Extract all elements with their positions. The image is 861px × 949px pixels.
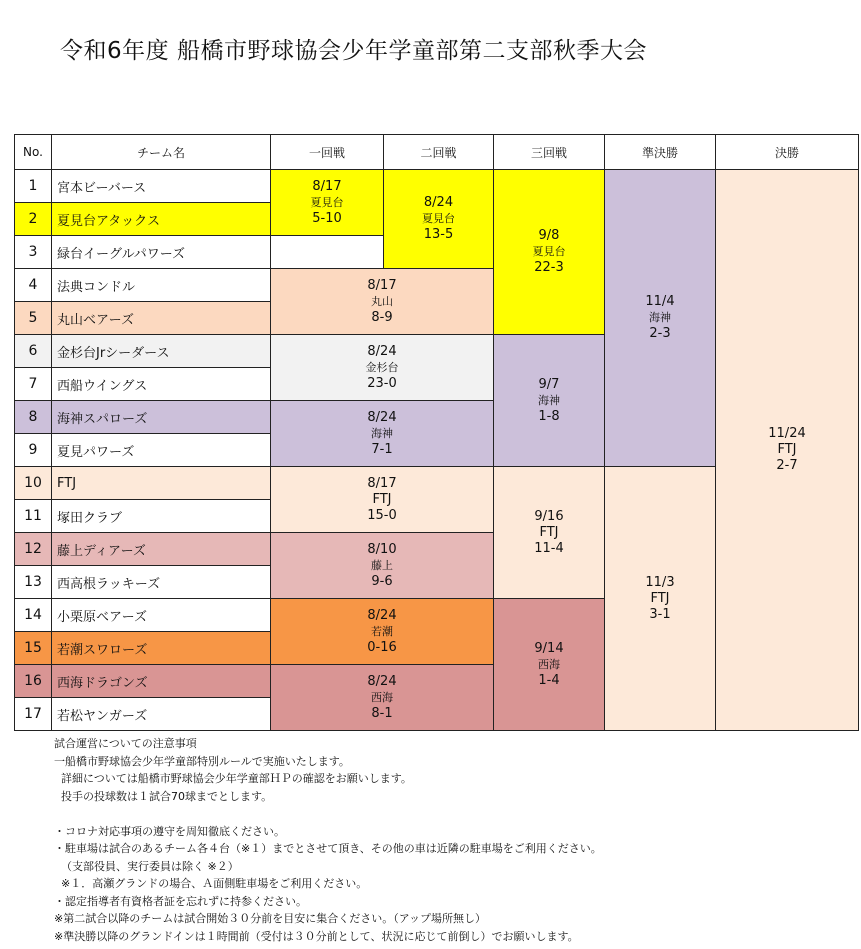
match-score: 13-5 bbox=[423, 227, 454, 242]
empty-cell bbox=[271, 236, 384, 269]
match-r1-a bbox=[271, 170, 384, 236]
team-number: 7 bbox=[15, 368, 52, 401]
note-line: （支部役員、実行委員は除く ※２） bbox=[54, 859, 239, 873]
team-number: 6 bbox=[15, 335, 52, 368]
team-name: 緑台イーグルパワーズ bbox=[52, 236, 271, 269]
match-date: 8/17 bbox=[312, 178, 342, 194]
team-name: 藤上ディアーズ bbox=[52, 533, 271, 566]
match-score: 22-3 bbox=[534, 260, 564, 275]
match-r2-f bbox=[271, 533, 494, 599]
team-number: 1 bbox=[15, 170, 52, 203]
match-r2-g bbox=[271, 599, 494, 665]
team-number: 15 bbox=[15, 632, 52, 665]
match-r2-a bbox=[384, 170, 494, 269]
note-spacer bbox=[54, 805, 602, 823]
team-name: 西高根ラッキーズ bbox=[52, 566, 271, 599]
match-date: 11/3 bbox=[645, 574, 675, 590]
match-score: 9-6 bbox=[371, 573, 393, 589]
match-date: 8/24 bbox=[367, 673, 397, 689]
match-semifinal-a bbox=[605, 170, 716, 467]
match-score: 15-0 bbox=[367, 507, 397, 523]
match-date: 8/17 bbox=[367, 277, 397, 293]
match-winner: FTJ bbox=[777, 442, 797, 457]
match-score: 1-4 bbox=[538, 672, 560, 688]
notes-section bbox=[54, 735, 602, 945]
match-date: 9/16 bbox=[534, 508, 564, 524]
match-winner: 海神 bbox=[538, 393, 560, 407]
header-round2: 二回戦 bbox=[384, 135, 494, 170]
tournament-bracket bbox=[14, 134, 859, 731]
match-winner: 海神 bbox=[371, 426, 393, 440]
match-r2-d bbox=[271, 401, 494, 467]
team-name: 小栗原ベアーズ bbox=[52, 599, 271, 632]
match-semifinal-b bbox=[605, 467, 716, 731]
match-winner: 西海 bbox=[371, 690, 393, 704]
match-winner: 夏見台 bbox=[310, 195, 344, 209]
match-date: 8/24 bbox=[423, 195, 454, 210]
team-number: 13 bbox=[15, 566, 52, 599]
match-date: 8/24 bbox=[367, 409, 397, 425]
match-score: 3-1 bbox=[649, 606, 671, 622]
team-number: 9 bbox=[15, 434, 52, 467]
match-date: 8/24 bbox=[367, 607, 397, 623]
match-r3-a bbox=[494, 170, 605, 335]
match-score: 7-1 bbox=[371, 441, 393, 457]
header-row bbox=[15, 135, 859, 170]
match-winner: FTJ bbox=[650, 590, 670, 606]
header-round3: 三回戦 bbox=[494, 135, 605, 170]
match-r2-c bbox=[271, 335, 494, 401]
match-score: 2-7 bbox=[776, 458, 798, 473]
team-name: FTJ bbox=[52, 467, 271, 500]
match-r2-h bbox=[271, 665, 494, 731]
match-r2-e bbox=[271, 467, 494, 533]
team-number: 4 bbox=[15, 269, 52, 302]
match-score: 2-3 bbox=[649, 326, 671, 341]
match-r2-b bbox=[271, 269, 494, 335]
match-winner: 夏見台 bbox=[422, 212, 455, 225]
match-date: 8/10 bbox=[367, 541, 397, 557]
header-team: チーム名 bbox=[52, 135, 271, 170]
match-date: 9/7 bbox=[538, 376, 560, 392]
team-name: 夏見台アタックス bbox=[52, 203, 271, 236]
team-name: 宮本ビーバース bbox=[52, 170, 271, 203]
team-number: 11 bbox=[15, 500, 52, 533]
note-line: ・駐車場は試合のあるチーム各４台（※１）までとさせて頂き、その他の車は近隣の駐車場をご利用ください。 bbox=[54, 842, 602, 855]
note-line: ※準決勝以降のグランドインは１時間前（受付は３０分前として、状況に応じて前倒し）でお願いします。 bbox=[54, 929, 579, 943]
notes-heading: 試合運営についての注意事項 bbox=[54, 737, 197, 750]
match-date: 9/14 bbox=[534, 640, 564, 656]
match-winner: 金杉台 bbox=[365, 360, 399, 374]
match-r3-d bbox=[494, 599, 605, 731]
team-number: 14 bbox=[15, 599, 52, 632]
match-score: 8-9 bbox=[371, 309, 393, 325]
match-score: 5-10 bbox=[312, 210, 342, 226]
team-name: 塚田クラブ bbox=[52, 500, 271, 533]
team-row bbox=[15, 170, 859, 203]
team-number: 17 bbox=[15, 698, 52, 731]
match-winner: 西海 bbox=[538, 657, 560, 671]
header-round1: 一回戦 bbox=[271, 135, 384, 170]
team-number: 16 bbox=[15, 665, 52, 698]
match-score: 1-8 bbox=[538, 408, 560, 424]
team-name: 金杉台Jrシーダース bbox=[52, 335, 271, 368]
note-line: 投手の投球数は１試合70球までとします。 bbox=[54, 789, 273, 803]
match-score: 23-0 bbox=[367, 375, 397, 391]
note-line: ※１．高瀬グランドの場合、Ａ面側駐車場をご利用ください。 bbox=[54, 877, 368, 890]
match-r3-b bbox=[494, 335, 605, 467]
page-title: 令和6年度 船橋市野球協会少年学童部第二支部秋季大会 bbox=[60, 38, 647, 64]
match-score: 11-4 bbox=[534, 540, 564, 556]
match-final bbox=[716, 170, 859, 731]
header-no: No. bbox=[15, 135, 52, 170]
note-line: 詳細については船橋市野球協会少年学童部ＨＰの確認をお願いします。 bbox=[54, 772, 412, 785]
match-winner: 丸山 bbox=[371, 294, 393, 308]
team-name: 海神スパローズ bbox=[52, 401, 271, 434]
team-name: 夏見パワーズ bbox=[52, 434, 271, 467]
match-winner: 若潮 bbox=[371, 624, 393, 638]
team-number: 10 bbox=[15, 467, 52, 500]
note-line: ※第二試合以降のチームは試合開始３０分前を目安に集合ください。（アップ場所無し） bbox=[54, 912, 486, 925]
team-number: 12 bbox=[15, 533, 52, 566]
team-name: 若潮スワローズ bbox=[52, 632, 271, 665]
match-winner: FTJ bbox=[539, 524, 559, 540]
note-line: ・コロナ対応事項の遵守を周知徹底ください。 bbox=[54, 824, 285, 838]
match-score: 0-16 bbox=[367, 639, 397, 655]
match-date: 8/24 bbox=[367, 343, 397, 359]
match-winner: 藤上 bbox=[371, 558, 393, 572]
team-name: 丸山ベアーズ bbox=[52, 302, 271, 335]
header-final: 決勝 bbox=[716, 135, 859, 170]
team-name: 西船ウイングス bbox=[52, 368, 271, 401]
team-number: 8 bbox=[15, 401, 52, 434]
team-name: 若松ヤンガーズ bbox=[52, 698, 271, 731]
match-score: 8-1 bbox=[371, 705, 393, 721]
match-winner: 海神 bbox=[649, 311, 671, 324]
match-date: 11/4 bbox=[645, 294, 675, 309]
match-winner: 夏見台 bbox=[532, 245, 566, 258]
match-date: 8/17 bbox=[367, 475, 397, 491]
team-number: 3 bbox=[15, 236, 52, 269]
note-line: ・認定指導者有資格者証を忘れずに持参ください。 bbox=[54, 894, 307, 908]
team-name: 西海ドラゴンズ bbox=[52, 665, 271, 698]
team-number: 2 bbox=[15, 203, 52, 236]
match-date: 11/24 bbox=[768, 426, 806, 441]
match-winner: FTJ bbox=[372, 491, 392, 507]
header-semifinal: 準決勝 bbox=[605, 135, 716, 170]
note-line: 一船橋市野球協会少年学童部特別ルールで実施いたします。 bbox=[54, 754, 350, 768]
team-name: 法典コンドル bbox=[52, 269, 271, 302]
match-date: 9/8 bbox=[538, 228, 560, 243]
team-number: 5 bbox=[15, 302, 52, 335]
match-r3-c bbox=[494, 467, 605, 599]
